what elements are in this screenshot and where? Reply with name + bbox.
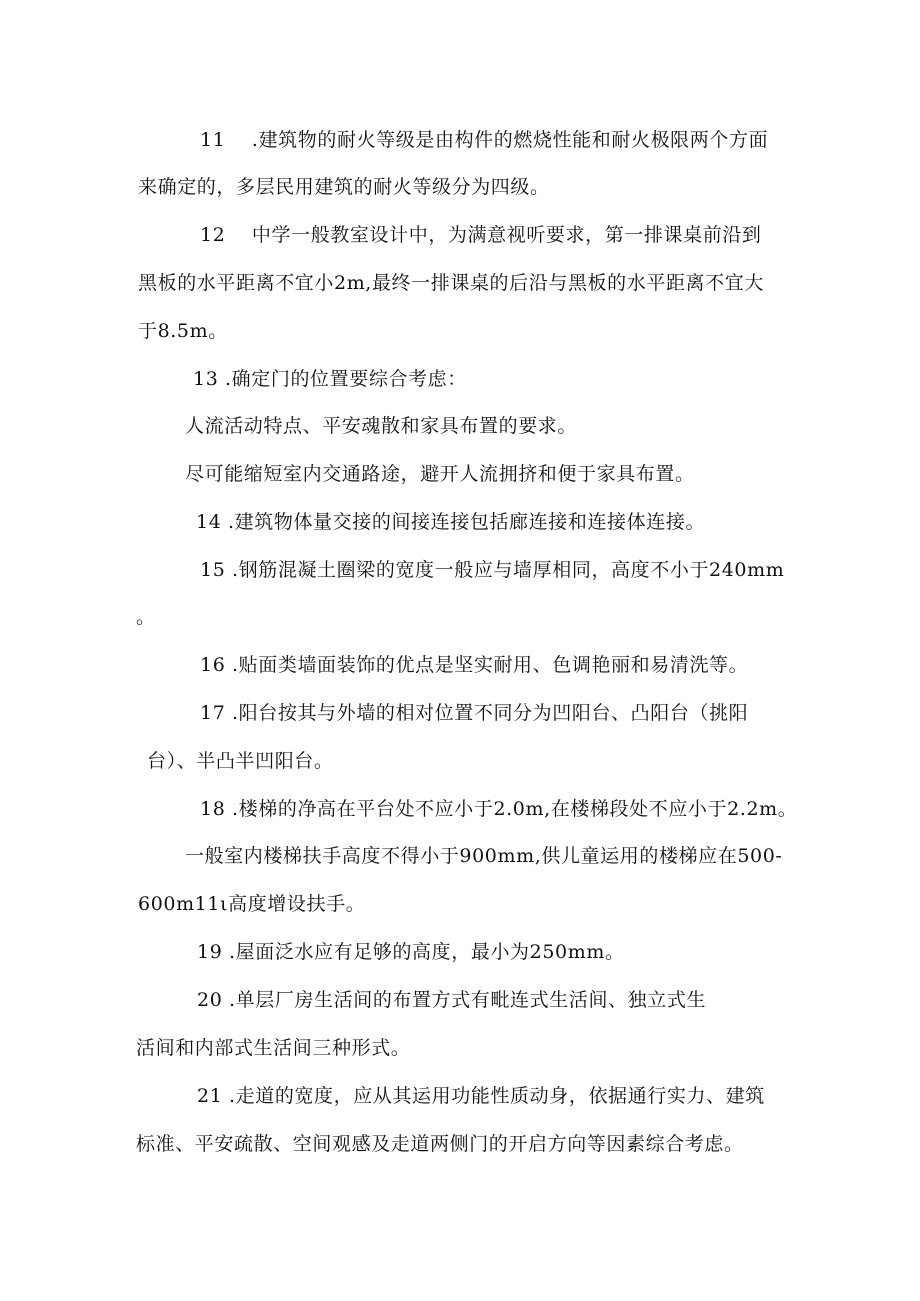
text-line: 21 .走道的宽度，应从其运用功能性质动身，依据通行实力、建筑 — [197, 1085, 765, 1107]
text-line: 18 .楼梯的净高在平台处不应小于2.0m,在楼梯段处不应小于2.2m。 — [200, 798, 798, 820]
text-line: 于8.5m。 — [138, 320, 228, 342]
text-line: 12 中学一般教室设计中，为满意视听要求，第一排课桌前沿到 — [200, 224, 762, 246]
text-line: 16 .贴面类墙面装饰的优点是坚实耐用、色调艳丽和易清洗等。 — [200, 654, 749, 676]
text-line: 活间和内部式生活间三种形式。 — [136, 1037, 411, 1059]
text-line: 黑板的水平距离不宜小2m,最终一排课桌的后沿与黑板的水平距离不宜大 — [138, 272, 764, 294]
text-line: 19 .屋面泛水应有足够的高度，最小为250mm。 — [197, 941, 625, 963]
text-line: 人流活动特点、平安魂散和家具布置的要求。 — [185, 415, 578, 437]
text-line: 600m11ι高度增设扶手。 — [138, 893, 366, 915]
text-line: 标准、平安疏散、空间观感及走道两侧门的开启方向等因素综合考虑。 — [136, 1133, 744, 1155]
text-line: 台）、半凸半凹阳台。 — [147, 750, 334, 772]
text-line: 17 .阳台按其与外墙的相对位置不同分为凹阳台、凸阳台（挑阳 — [200, 702, 749, 724]
text-line: 15 .钢筋混凝土圈梁的宽度一般应与墙厚相同，高度不小于240mm — [200, 559, 785, 581]
text-line: 13 .确定门的位置要综合考虑： — [193, 368, 467, 390]
text-line: 11 .建筑物的耐火等级是由构件的燃烧性能和耐火极限两个方面 — [200, 129, 769, 151]
text-line: 14 .建筑物体量交接的间接连接包括廊连接和连接体连接。 — [196, 511, 706, 533]
text-line: 尽可能缩短室内交通路途，避开人流拥挤和便于家具布置。 — [185, 463, 695, 485]
text-line: 一般室内楼梯扶手高度不得小于900mm,供儿童运用的楼梯应在500- — [185, 845, 783, 867]
text-line: 20 .单层厂房生活间的布置方式有毗连式生活间、独立式生 — [197, 989, 707, 1011]
text-line: 。 — [136, 606, 156, 628]
text-line: 来确定的，多层民用建筑的耐火等级分为四级。 — [138, 176, 550, 198]
